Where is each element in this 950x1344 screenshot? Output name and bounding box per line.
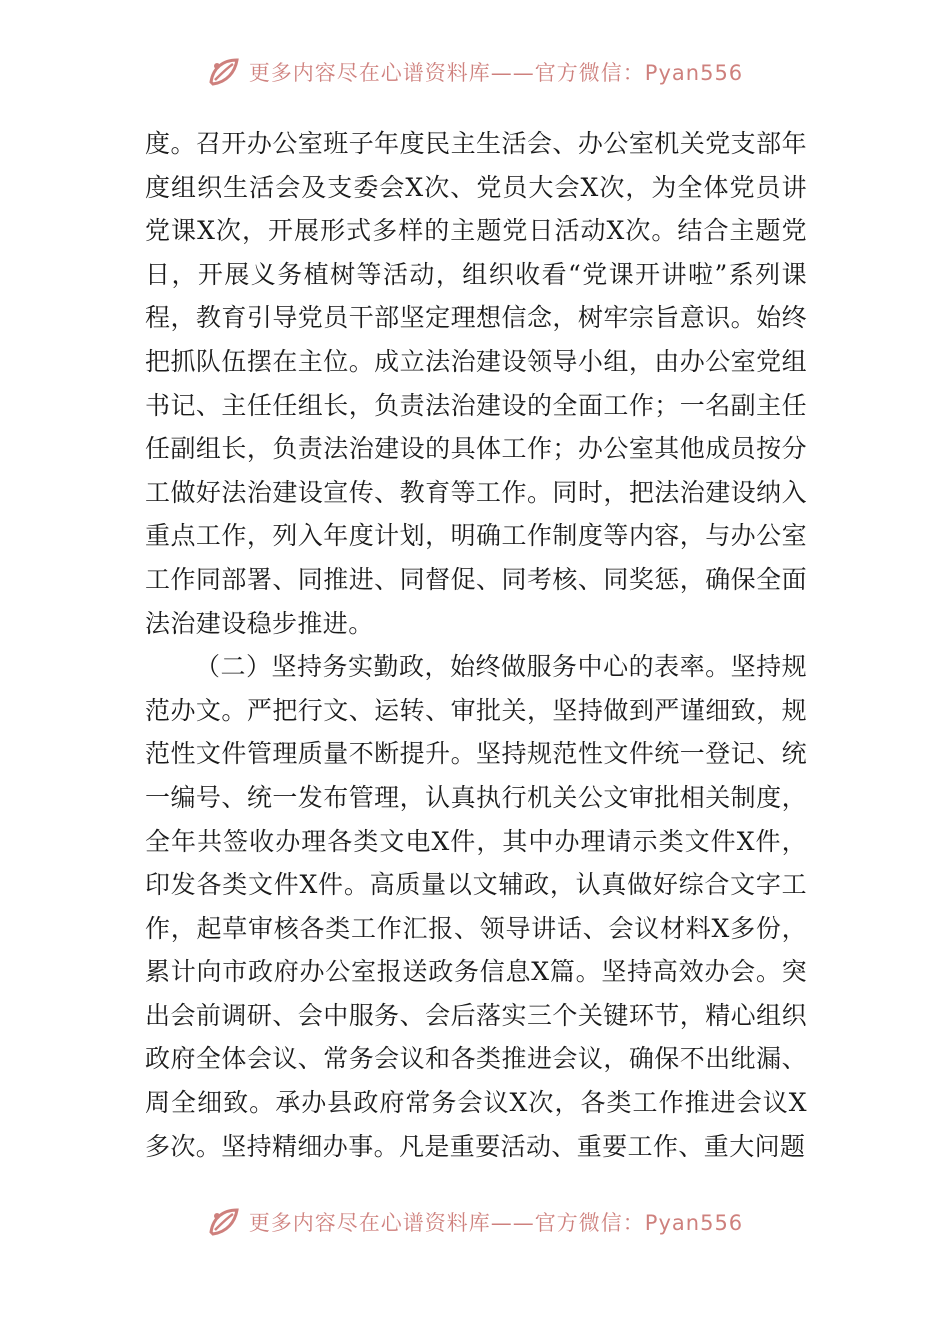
paragraph-section-2: （二）坚持务实勤政，始终做服务中心的表率。坚持规范办文。严把行文、运转、审批关，坚持做到严谨细致，规范性文件管理质量不断提升。坚持规范性文件统一登记、统一编号、统一发布管理，认真执行机关公文审批相关制度，全年共签收办理各类文电X件，其中办理请示类文件X件，印发各类文件X件。高质量以文辅政，认真做好综合文字工作，起草审核各类工作汇报、领导讲话、会议材料X多份，累计向市政府办公室报送政务信息X篇。坚持高效办会。突出会前调研、会中服务、会后落实三个关键环节，精心组织政府全体会议、常务会议和各类推进会议，确保不出纰漏、周全细致。承办县政府常务会议X次，各类工作推进会议X多次。坚持精细办事。凡是重要活动、重要工作、重大问题 <box>145 652 807 1161</box>
leaf-logo-icon <box>207 56 241 88</box>
document-body <box>145 122 807 1168</box>
watermark-header <box>0 52 950 92</box>
leaf-logo-icon <box>207 1206 241 1238</box>
watermark-text: 更多内容尽在心谱资料库——官方微信：Pyan556 <box>248 1211 744 1235</box>
paragraph-continuation: 度。召开办公室班子年度民主生活会、办公室机关党支部年度组织生活会及支委会X次、党员大会X次，为全体党员讲党课X次，开展形式多样的主题党日活动X次。结合主题党日，开展义务植树等活动，组织收看“党课开讲啦”系列课程，教育引导党员干部坚定理想信念，树牢宗旨意识。始终把抓队伍摆在主位。成立法治建设领导小组，由办公室党组书记、主任任组长，负责法治建设的全面工作；一名副主任任副组长，负责法治建设的具体工作；办公室其他成员按分工做好法治建设宣传、教育等工作。同时，把法治建设纳入重点工作，列入年度计划，明确工作制度等内容，与办公室工作同部署、同推进、同督促、同考核、同奖惩，确保全面法治建设稳步推进。 <box>145 129 807 638</box>
watermark-footer <box>0 1202 950 1242</box>
watermark-text: 更多内容尽在心谱资料库——官方微信：Pyan556 <box>248 61 744 85</box>
